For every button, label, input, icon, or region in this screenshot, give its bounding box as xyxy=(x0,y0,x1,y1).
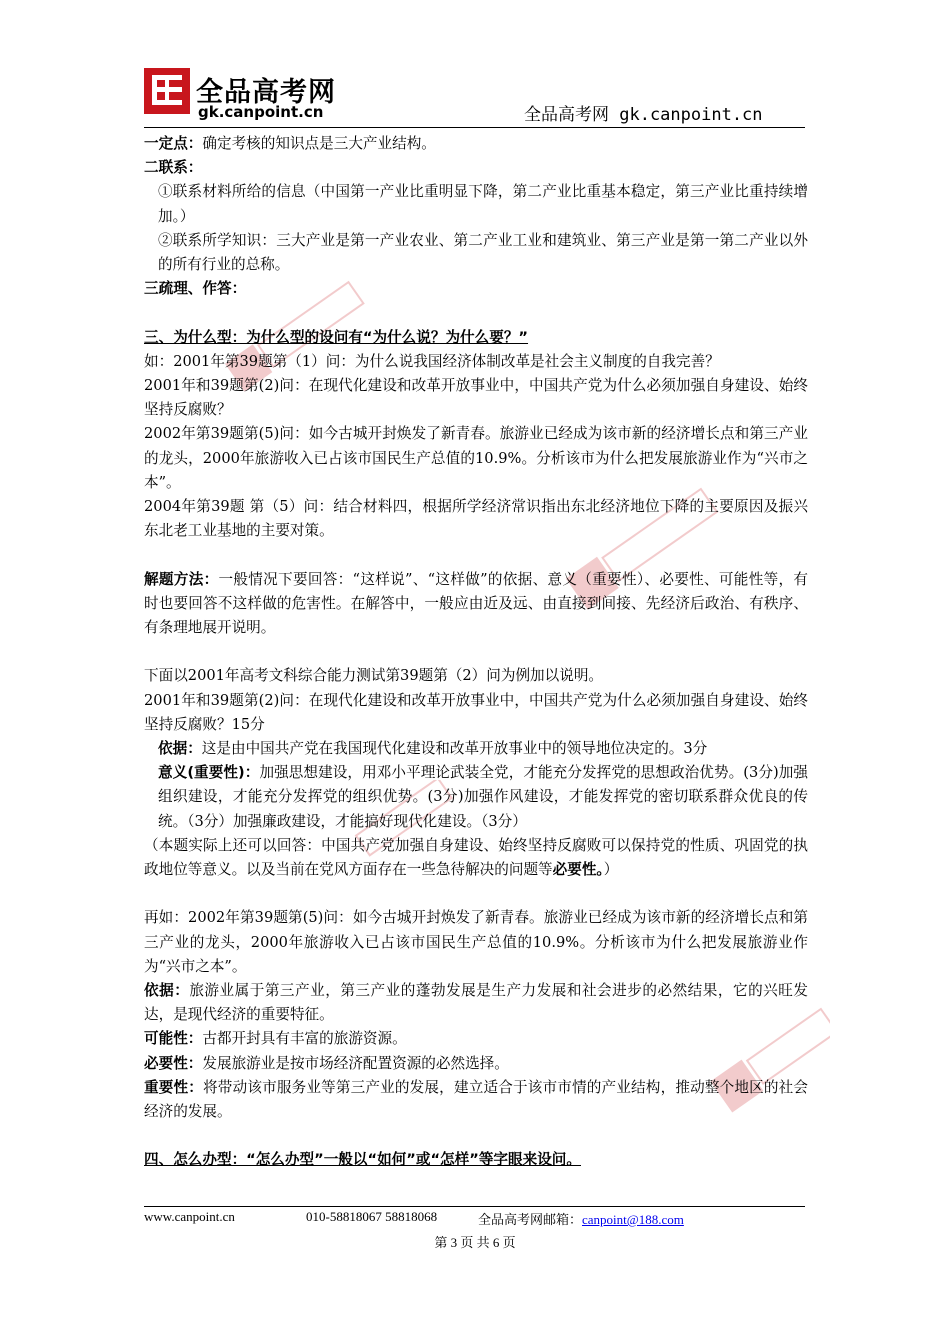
paragraph: 下面以2001年高考文科综合能力测试第39题第（2）问为例加以说明。 xyxy=(144,667,604,685)
brand-url: gk.canpoint.cn xyxy=(198,103,324,121)
paragraph: ①联系材料所给的信息（中国第一产业比重明显下降，第二产业比重基本稳定，第三产业比重持续增加。） xyxy=(158,183,808,225)
footer-site: www.canpoint.cn xyxy=(144,1209,235,1224)
paragraph: 必要性：发展旅游业是按市场经济配置资源的必然选择。 xyxy=(144,1054,509,1072)
footer-phone: 010-58818067 58818068 xyxy=(306,1209,438,1224)
paragraph: ②联系所学知识：三大产业是第一产业农业、第二产业工业和建筑业、第三产业是第一第二产业以外的所有行业的总称。 xyxy=(158,231,808,274)
page-number: 第 3 页 共 6 页 xyxy=(434,1235,516,1250)
paragraph: 依据：这是由中国共产党在我国现代化建设和改革开放事业中的领导地位决定的。3分 xyxy=(158,740,708,758)
paragraph: 意义(重要性)：加强思想建设，用邓小平理论武装全党，才能充分发挥党的思想政治优势。(3分)加强组织建设，才能充分发挥党的组织优势。(3分)加强作风建设，才能发挥党的密切联系群众优良的传统。（3分）加强廉政建设，才能搞好现代化建设。（3分） xyxy=(158,764,808,830)
paragraph: 如：2001年第39题第（1）问：为什么说我国经济体制改革是社会主义制度的自我完善？ xyxy=(144,352,720,370)
email-link[interactable]: canpoint@188.com xyxy=(582,1212,684,1227)
header-site-text: 全品高考网 gk.canpoint.cn xyxy=(524,105,763,125)
header-divider xyxy=(144,127,805,128)
paragraph: 再如：2002年第39题第(5)问：如今古城开封焕发了新青春。旅游业已经成为该市新的经济增长点和第三产业的龙头，2000年旅游收入已占该市国民生产总值的10.9%。分析该市为什么把发展旅游业作为“兴市之本”。 xyxy=(144,909,808,975)
step-heading: 二联系： xyxy=(144,159,203,177)
paragraph: 解题方法：一般情况下要回答：“这样说”、“这样做”的依据、意义（重要性）、必要性、可能性等，有时也要回答不这样做的危害性。在解答中，一般应由近及远、由直接到间接、先经济后政治、有秩序、有条理地展开说明。 xyxy=(144,570,808,637)
paragraph: 依据：旅游业属于第三产业，第三产业的蓬勃发展是生产力发展和社会进步的必然结果，它的兴旺发达，是现代经济的重要特征。 xyxy=(144,982,808,1024)
section-heading: 四、怎么办型：“怎么办型”一般以“如何”或“怎样”等字眼来设问。 xyxy=(144,1151,581,1169)
step-heading: 三疏理、作答： xyxy=(144,280,247,298)
section-heading: 三、为什么型：为什么型的设问有“为什么说？为什么要？” xyxy=(144,328,529,346)
paragraph: 一定点：确定考核的知识点是三大产业结构。 xyxy=(144,135,436,152)
footer-mail: 全品高考网邮箱：canpoint@188.com xyxy=(478,1212,684,1227)
paragraph: （本题实际上还可以回答：中国共产党加强自身建设、始终坚持反腐败可以保持党的性质、巩固党的执政地位等意义。以及当前在党风方面存在一些急待解决的问题等必要性。） xyxy=(144,836,808,879)
paragraph: 重要性：将带动该市服务业等第三产业的发展，建立适合于该市市情的产业结构，推动整个地区的社会经济的发展。 xyxy=(144,1078,808,1121)
paragraph: 2001年和39题第(2)问：在现代化建设和改革开放事业中，中国共产党为什么必须加强自身建设、始终坚持反腐败？ xyxy=(144,377,808,419)
brand-name: 全品高考网 xyxy=(196,77,336,108)
document-body xyxy=(144,132,808,1173)
paragraph: 2002年第39题第(5)问：如今古城开封焕发了新青春。旅游业已经成为该市新的经济增长点和第三产业的龙头，2000年旅游收入已占该市国民生产总值的10.9%。分析该市为什么把发展旅游业作为“兴市之本”。 xyxy=(144,425,808,491)
footer-divider xyxy=(144,1206,805,1207)
paragraph: 2001年和39题第(2)问：在现代化建设和改革开放事业中，中国共产党为什么必须加强自身建设、始终坚持反腐败？15分 xyxy=(144,691,808,733)
paragraph: 2004年第39题 第（5）问：结合材料四，根据所学经济常识指出东北经济地位下降的主要原因及振兴东北老工业基地的主要对策。 xyxy=(144,498,808,540)
canpoint-logo xyxy=(144,68,190,114)
paragraph: 可能性：古都开封具有丰富的旅游资源。 xyxy=(144,1030,407,1048)
